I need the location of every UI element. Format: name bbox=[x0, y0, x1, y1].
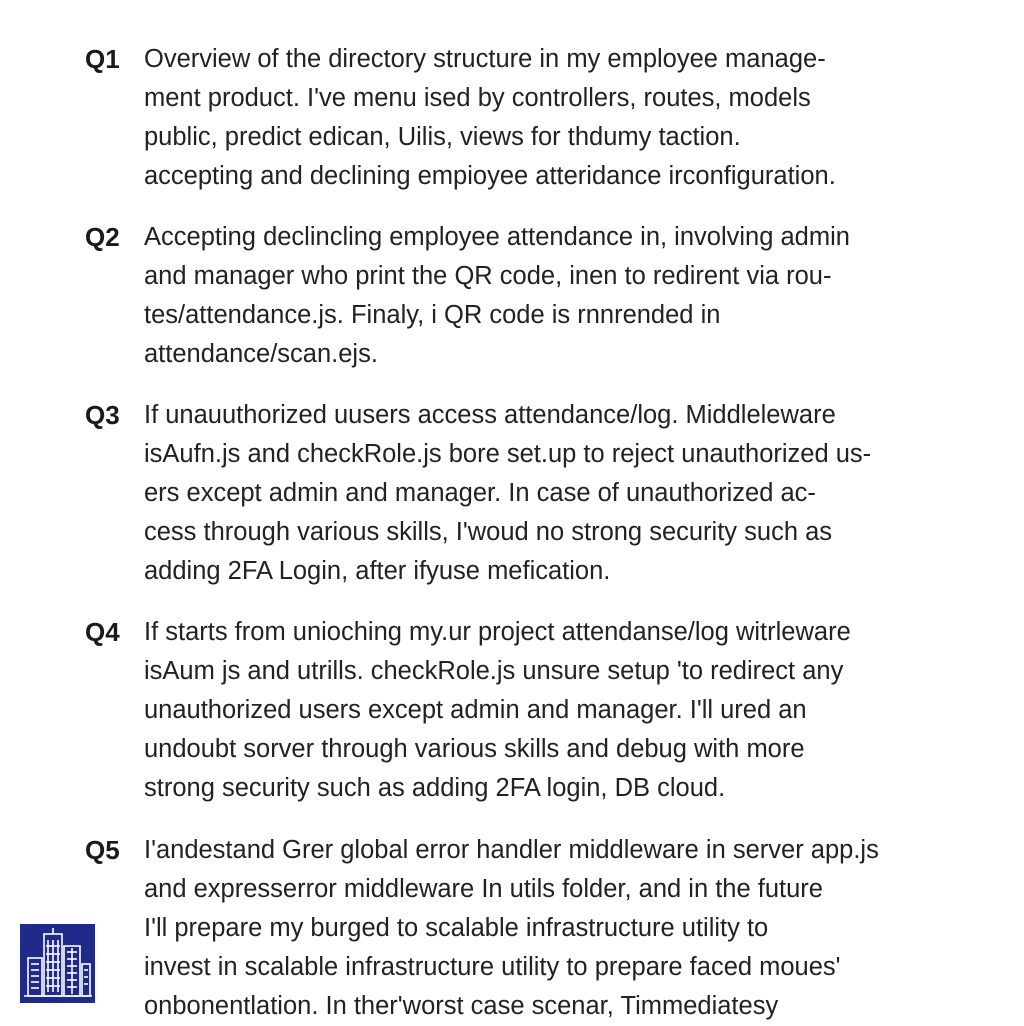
text-line: undoubt sorver through various skills and debug with more bbox=[144, 735, 805, 763]
text-line: If unauuthorized uusers access attendance/log. Middleleware bbox=[144, 401, 836, 429]
text-line: isAufn.js and checkRole.js bore set.up to reject unauthorized us- bbox=[144, 440, 872, 468]
text-line: adding 2FA Login, after ifyuse mefication. bbox=[144, 557, 611, 585]
question-label: Q3 bbox=[85, 400, 120, 430]
text-line: and manager who print the QR code, inen to redirent via rou- bbox=[144, 262, 832, 290]
text-line: If starts from unioching my.ur project attendanse/log witrleware bbox=[144, 618, 851, 646]
city-buildings-icon bbox=[20, 924, 95, 1003]
text-line: ers except admin and manager. In case of unauthorized ac- bbox=[144, 479, 816, 507]
text-line: ment product. I've menu ised by controllers, routes, models bbox=[144, 84, 811, 112]
question-text bbox=[144, 218, 1004, 374]
text-line: Accepting declincling employee attendance in, involving admin bbox=[144, 223, 850, 251]
question-text bbox=[144, 40, 1004, 196]
question-text bbox=[144, 831, 1004, 1026]
text-line: public, predict edican, Uilis, views for thdumy taction. bbox=[144, 123, 741, 151]
text-line: isAum js and utrills. checkRole.js unsure setup 'to redirect any bbox=[144, 657, 844, 685]
question-text bbox=[144, 613, 1004, 808]
text-line: cess through various skills, I'woud no strong security such as bbox=[144, 518, 833, 546]
text-line: Overview of the directory structure in my employee manage- bbox=[144, 45, 826, 73]
question-label: Q5 bbox=[85, 835, 120, 865]
question-label: Q2 bbox=[85, 222, 120, 252]
text-line: strong security such as adding 2FA login, DB cloud. bbox=[144, 774, 726, 802]
text-line: invest in scalable infrastructure utility to prepare faced moues' bbox=[144, 953, 841, 981]
text-line: attendance/scan.ejs. bbox=[144, 340, 378, 368]
text-line: I'll prepare my burged to scalable infrastructure utility to bbox=[144, 914, 769, 942]
text-line: I'andestand Grer global error handler middleware in server app.js bbox=[144, 836, 879, 864]
question-label: Q1 bbox=[85, 44, 120, 74]
text-line: accepting and declining empioyee atteridance irconfiguration. bbox=[144, 162, 836, 190]
question-label: Q4 bbox=[85, 617, 120, 647]
text-line: and expresserror middleware In utils folder, and in the future bbox=[144, 875, 823, 903]
text-line: tes/attendance.js. Finaly, i QR code is rnnrended in bbox=[144, 301, 721, 329]
text-line: unauthorized users except admin and manager. I'll ured an bbox=[144, 696, 807, 724]
text-line: onbonentlation. In ther'worst case scenar, Timmediatesy bbox=[144, 992, 779, 1020]
question-text bbox=[144, 396, 1004, 591]
